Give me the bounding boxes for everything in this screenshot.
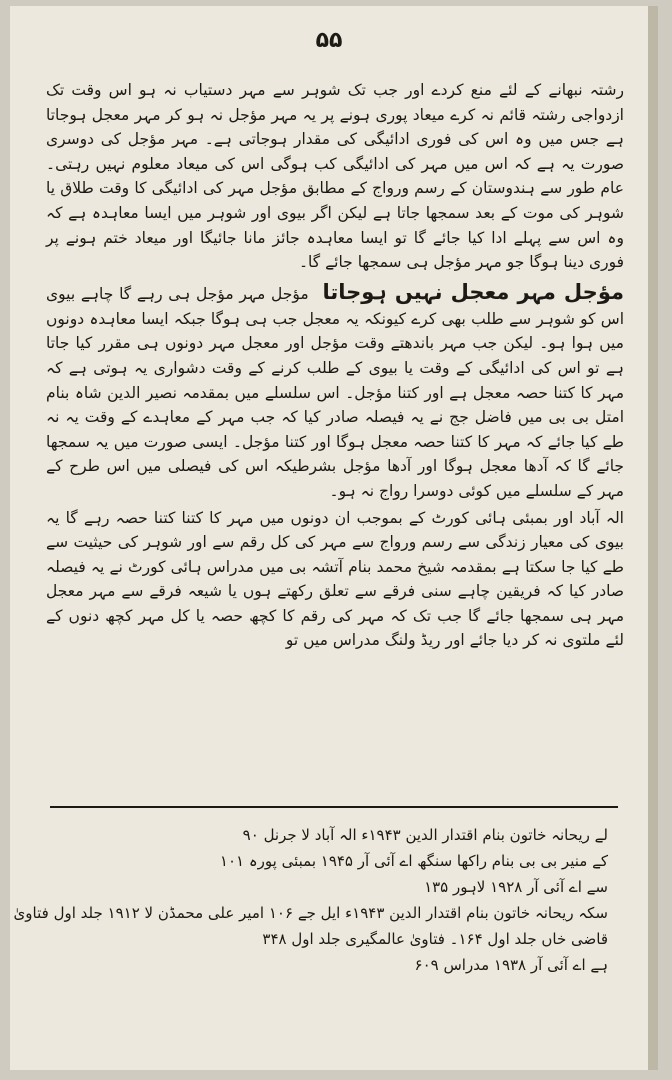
footnote-3: سے اے آئی آر ۱۹۲۸ لاہور ۱۳۵	[424, 878, 608, 896]
paragraph-2	[46, 277, 624, 504]
body-text	[46, 78, 624, 655]
paragraph-3: الہ آباد اور بمبئی ہائی کورٹ کے بموجب ان دونوں میں مہر کا کتنا کتنا حصہ رہے گا یہ بیوی کی معیار زندگی سے رسم ورواج سے مہر کی کل رقم سے اور شوہر کی حیثیت سے طے کیا جا سکتا ہے بمقدمہ شیخ محمد بنام آتشہ بی میں مدراس ہائی کورٹ نے یہ فیصلہ صادر کیا کہ فریقین چاہے سنی فرقے سے تعلق رکھتے ہوں یا شیعہ فرقے سے مہر معجل مہر ہی سمجھا جائے گا جب تک کہ مہر کی رقم کا کچھ حصہ یا کل مہر کچھ دنوں کے لئے ملتوی نہ کر دیا جائے اور ریڈ ولنگ مدراس میں تو	[46, 508, 624, 650]
footnote-4: سکہ ریحانہ خاتون بنام اقتدار الدین ۱۹۴۳ء ایل جے ۱۰۶ امیر علی محمڈن لا ۱۹۱۲ جلد اول فتاویٰ	[13, 904, 608, 922]
footnote-2: کے منیر بی بی بنام راکھا سنگھ اے آئی آر ۱۹۴۵ بمبئی پورہ ۱۰۱	[219, 852, 608, 870]
paragraph-2-text: مؤجل مہر مؤجل ہی رہے گا چاہے بیوی اس کو شوہر سے طلب بھی کرے کیونکہ یہ معجل جب ہی ہوگا جبکہ ایسا معاہدہ دونوں میں ہوا ہو۔ لیکن جب مہر باندھتے وقت مؤجل اور معجل مہر دونوں ہی مقرر کیا جاتا ہے تو اس کی ادائیگی کے وقت یا بیوی کے طلب کرنے کے وقت دشواری یہ ہوتی ہے کہ مہر کا کتنا حصہ معجل ہے اور کتنا مؤجل۔ اس سلسلے میں بمقدمہ نصیر الدین شاہ بنام امتل بی بی میں فاضل جج نے یہ فیصلہ صادر کیا کہ جب مہر کے معاہدے کے وقت یہ نہ طے کیا جائے کہ مہر کا کتنا حصہ معجل ہوگا اور کتنا مؤجل۔ ایسی صورت میں یہ سمجھا جائے گا کہ آدھا معجل ہوگا اور آدھا مؤجل بشرطیکہ اس کی فیصلی میں اس طرح کے مہر کے سلسلے میں کوئی دوسرا رواج نہ ہو۔	[46, 284, 624, 500]
footnote-6: ہے اے آئی آر ۱۹۳۸ مدراس ۶۰۹	[414, 956, 608, 974]
page-number: ۵۵	[315, 28, 343, 53]
footnotes	[13, 822, 608, 978]
book-page	[10, 6, 658, 1070]
footnote-separator	[50, 806, 618, 808]
footnote-1: لے ریحانہ خاتون بنام اقتدار الدین ۱۹۴۳ء الہ آباد لا جرنل ۹۰	[242, 826, 608, 844]
footnote-5: قاضی خاں جلد اول ۱۶۴۔ فتاویٰ عالمگیری جلد اول ۳۴۸	[262, 930, 608, 948]
section-heading: مؤجل مہر معجل نہیں ہوجاتا	[322, 279, 624, 304]
paragraph-1: رشتہ نبھانے کے لئے منع کردے اور جب تک شوہر سے مہر دستیاب نہ ہو اس وقت تک ازدواجی رشتہ قائم نہ کرے میعاد پوری ہونے پر یہ مہر مؤجل نہ ہو کر مہر معجل ہوجاتا ہے جس میں وہ اس کی فوری ادائیگی کی مقدار ہوجاتی ہے۔ مہر مؤجل کی دوسری صورت یہ ہے کہ اس میں مہر کی ادائیگی کب ہوگی اس کی میعاد معلوم نہیں رہتی۔ عام طور سے ہندوستان کے رسم ورواج کے مطابق مؤجل مہر کی ادائیگی کا وقت طلاق یا شوہر کی موت کے بعد سمجھا جاتا ہے لیکن اگر بیوی اور شوہر میں ایسا معاہدہ ہے کہ وہ اس سے پہلے ادا کیا جائے گا تو ایسا معاہدہ جائز مانا جائیگا اور میعاد ختم ہونے پر فوری دینا ہوگا جو مہر مؤجل ہی سمجھا جائے گا۔	[46, 81, 624, 272]
